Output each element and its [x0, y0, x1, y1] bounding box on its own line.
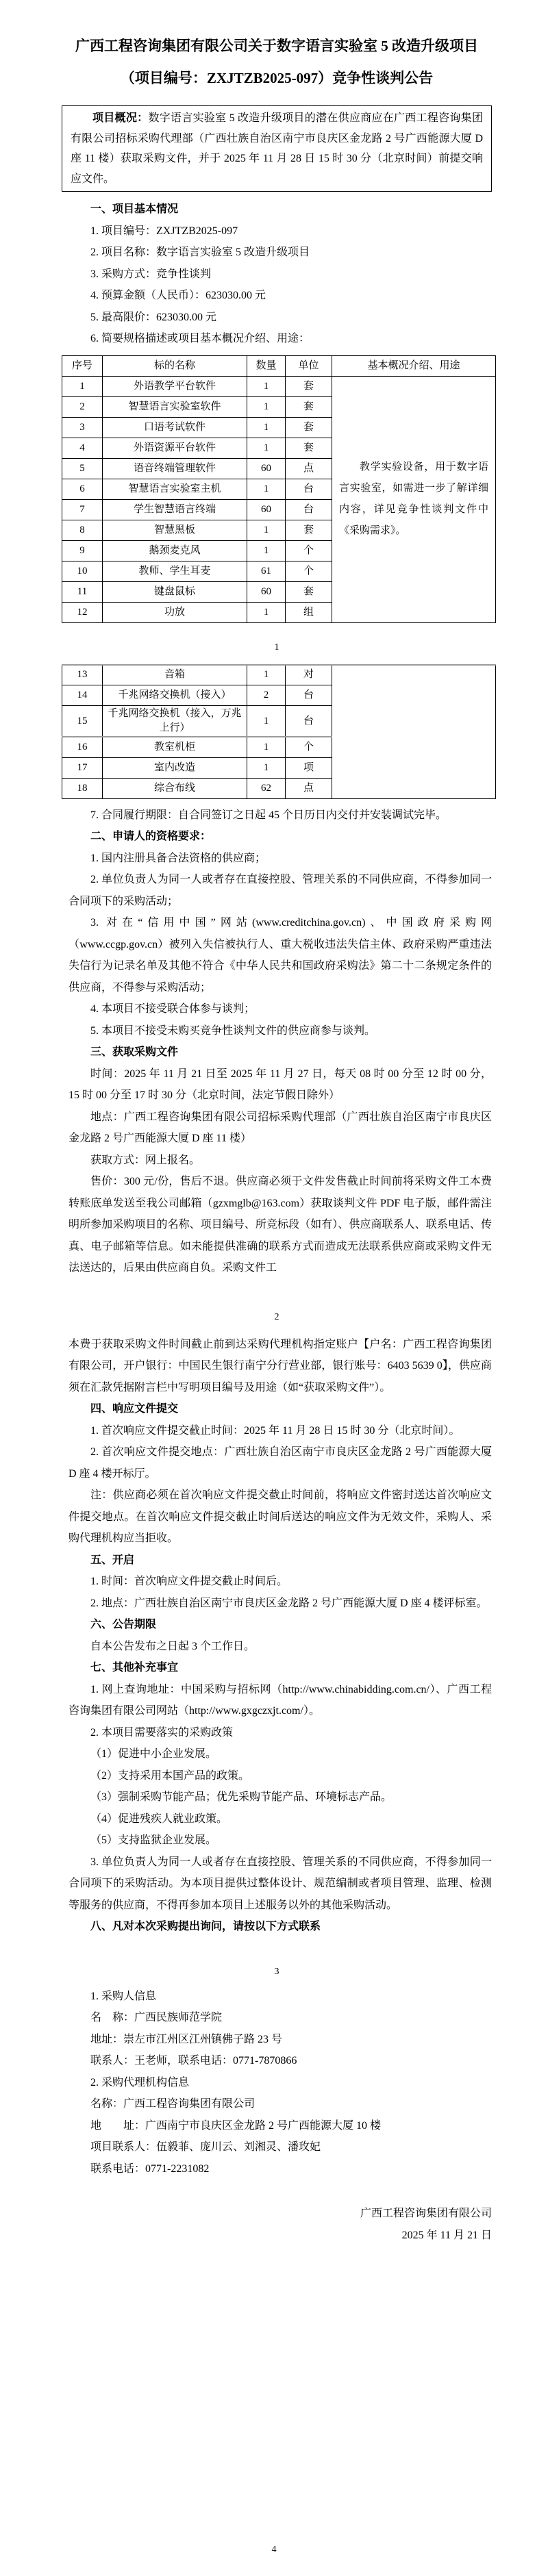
section5-item: 1. 时间：首次响应文件提交截止时间后。 — [90, 1576, 288, 1587]
cell-qty: 60 — [247, 458, 286, 479]
th-unit: 单位 — [286, 355, 332, 376]
section1-item: 3. 采购方式：竞争性谈判 — [90, 268, 212, 280]
cell-name: 室内改造 — [103, 757, 247, 778]
section3-item: 获取方式：网上报名。 — [90, 1154, 201, 1166]
cell-qty: 1 — [247, 376, 286, 396]
overview-label: 项目概况： — [92, 112, 149, 124]
cell-name: 教室机柜 — [103, 737, 247, 757]
table-row — [62, 376, 496, 396]
cell-name: 教师、学生耳麦 — [103, 561, 247, 581]
section1-item: 4. 预算金额（人民币）：623030.00 元 — [90, 290, 266, 301]
cell-unit: 套 — [286, 438, 332, 458]
cell-no: 13 — [62, 665, 103, 685]
cell-name: 鹅颈麦克风 — [103, 540, 247, 561]
page-number-2: 2 — [274, 1311, 279, 1322]
th-no: 序号 — [62, 355, 103, 376]
section7-item: （5）支持监狱企业发展。 — [90, 1834, 217, 1846]
cell-no: 17 — [62, 757, 103, 778]
section2-item: 4. 本项目不接受联合体参与谈判； — [90, 1003, 256, 1015]
th-desc: 基本概况介绍、用途 — [332, 355, 496, 376]
section8-item: 地 址：广西南宁市良庆区金龙路 2 号广西能源大厦 10 楼 — [90, 2119, 382, 2132]
section8-item: 联系电话：0771-2231082 — [90, 2162, 210, 2175]
cell-name: 学生智慧语言终端 — [103, 499, 247, 520]
cell-name: 智慧黑板 — [103, 520, 247, 540]
cell-qty: 1 — [247, 737, 286, 757]
page-number-1: 1 — [274, 642, 279, 653]
section7-item: （4）促进残疾人就业政策。 — [90, 1813, 228, 1825]
section8-item: 名 称：广西民族师范学院 — [90, 2012, 223, 2023]
section8-item: 1. 采购人信息 — [90, 1990, 157, 2002]
items-table-part2 — [62, 664, 496, 799]
section2-item: 5. 本项目不接受未购买竞争性谈判文件的供应商参与谈判。 — [90, 1024, 376, 1037]
cell-qty: 1 — [247, 706, 286, 737]
cell-unit: 对 — [286, 665, 332, 685]
cell-no: 1 — [62, 376, 103, 396]
section8-item: 联系人：王老师，联系电话：0771-7870866 — [90, 2055, 297, 2067]
cell-unit: 台 — [286, 499, 332, 520]
cell-no: 11 — [62, 581, 103, 602]
section6-heading: 六、公告期限 — [90, 1619, 157, 1630]
cell-name: 综合布线 — [103, 778, 247, 798]
section2-item: 2. 单位负责人为同一人或者存在直接控股、管理关系的不同供应商，不得参加同一合同项下的采购活动； — [68, 874, 492, 907]
signature-block — [62, 2203, 492, 2246]
cell-unit: 套 — [286, 520, 332, 540]
cell-name: 口语考试软件 — [103, 417, 247, 438]
th-qty: 数量 — [247, 355, 286, 376]
section7-item: 3. 单位负责人为同一人或者存在直接控股、管理关系的不同供应商，不得参加同一合同项下的采购活动。为本项目提供过整体设计、规范编制或者项目管理、监理、检测等服务的供应商，不得再参加本项目上述服务以外的其他采购活动。 — [68, 1856, 492, 1911]
cell-qty: 1 — [247, 665, 286, 685]
signature-date: 2025 年 11 月 21 日 — [401, 2229, 492, 2241]
cell-name: 千兆网络交换机（接入） — [103, 685, 247, 706]
cell-qty: 1 — [247, 757, 286, 778]
table-note-empty-cell — [332, 665, 496, 799]
cell-unit: 台 — [286, 706, 332, 737]
cell-name: 音箱 — [103, 665, 247, 685]
cell-name: 千兆网络交换机（接入，万兆上行） — [103, 706, 247, 737]
cell-name: 外语资源平台软件 — [103, 438, 247, 458]
doc-title-line2: （项目编号：ZXJTZB2025-097）竞争性谈判公告 — [120, 70, 434, 86]
section7-item: （3）强制采购节能产品；优先采购节能产品、环境标志产品。 — [90, 1791, 393, 1803]
cell-qty: 1 — [247, 479, 286, 499]
cell-name: 功放 — [103, 602, 247, 622]
signature-company: 广西工程咨询集团有限公司 — [360, 2208, 492, 2219]
cell-name: 智慧语言实验室主机 — [103, 479, 247, 499]
table-header-row — [62, 355, 496, 376]
cell-name: 键盘鼠标 — [103, 581, 247, 602]
table-note-cell — [332, 376, 496, 622]
cell-unit: 点 — [286, 778, 332, 798]
cell-no: 12 — [62, 602, 103, 622]
page-number-3: 3 — [274, 1966, 279, 1977]
cell-no: 3 — [62, 417, 103, 438]
table-row — [62, 665, 496, 685]
cell-qty: 2 — [247, 685, 286, 706]
cell-no: 6 — [62, 479, 103, 499]
section8-item: 2. 采购代理机构信息 — [90, 2076, 190, 2088]
section3-continuation: 本费于获取采购文件时间截止前到达采购代理机构指定账户【户名：广西工程咨询集团有限公司，开户银行：中国民生银行南宁分行营业部，银行账号：6403 5639 0】，供应商须在汇款凭据附言栏中写明项目编号及用途（如“获取采购文件”）。 — [68, 1338, 492, 1393]
cell-no: 2 — [62, 396, 103, 417]
cell-unit: 个 — [286, 540, 332, 561]
cell-qty: 1 — [247, 396, 286, 417]
cell-qty: 62 — [247, 778, 286, 798]
items-table-part1 — [62, 355, 496, 623]
section5-heading: 五、开启 — [90, 1554, 135, 1566]
overview-paragraph — [71, 108, 483, 189]
section3-item: 售价：300 元/份，售后不退。供应商必须于文件发售截止时间前将采购文件工本费转账底单发送至我公司邮箱（gzxmglb@163.com）获取谈判文件 PDF 电子版，邮件需注明所参加采购项目的名称、项目编号、所竞标段（如有）、供应商联系人、联系电话、传真、电子邮箱等信息。如未能提供准确的联系方式而造成无法联系供应商或采购文件无法送达的，后果由供应商自负。采购文件工 — [68, 1176, 492, 1274]
doc-title — [62, 30, 492, 94]
section3-heading: 三、获取采购文件 — [90, 1046, 179, 1058]
section4-item: 注：供应商必须在首次响应文件提交截止时间前，将响应文件密封送达首次响应文件提交地点。在首次响应文件提交截止时间后送达的响应文件为无效文件，采购人、采购代理机构应当拒收。 — [68, 1489, 492, 1544]
cell-no: 15 — [62, 706, 103, 737]
cell-name: 外语教学平台软件 — [103, 376, 247, 396]
section2-item: 3. 对在“信用中国”网站(www.creditchina.gov.cn)、中国政府采购网（www.ccgp.gov.cn）被列入失信被执行人、重大税收违法失信主体、政府采购严重违法失信行为记录名单及其他不符合《中华人民共和国政府采购法》第二十二条规定条件的供应商，不得参与采购活动； — [68, 917, 492, 994]
section1-heading: 一、项目基本情况 — [90, 203, 179, 215]
cell-unit: 台 — [286, 685, 332, 706]
section1-item: 6. 简要规格描述或项目基本概况介绍、用途： — [90, 333, 310, 344]
cell-no: 18 — [62, 778, 103, 798]
cell-name: 智慧语言实验室软件 — [103, 396, 247, 417]
cell-qty: 60 — [247, 581, 286, 602]
section7-item: 1. 网上查询地址：中国采购与招标网（http://www.chinabidding.com.cn/）、广西工程咨询集团有限公司网站（http://www.gxgczxjt.com/）。 — [68, 1683, 492, 1717]
cell-no: 4 — [62, 438, 103, 458]
cell-qty: 61 — [247, 561, 286, 581]
cell-qty: 1 — [247, 540, 286, 561]
section4-item: 1. 首次响应文件提交截止时间：2025 年 11 月 28 日 15 时 30 分（北京时间）。 — [90, 1424, 460, 1437]
cell-unit: 个 — [286, 737, 332, 757]
cell-unit: 套 — [286, 396, 332, 417]
cell-no: 16 — [62, 737, 103, 757]
section7-item: （2）支持采用本国产品的政策。 — [90, 1769, 250, 1782]
section1-item: 5. 最高限价：623030.00 元 — [90, 311, 217, 323]
cell-unit: 组 — [286, 602, 332, 622]
th-name: 标的名称 — [103, 355, 247, 376]
cell-no: 14 — [62, 685, 103, 706]
section4-item: 2. 首次响应文件提交地点：广西壮族自治区南宁市良庆区金龙路 2 号广西能源大厦 D 座 4 楼开标厅。 — [68, 1446, 492, 1480]
cell-unit: 套 — [286, 417, 332, 438]
section8-item: 名称：广西工程咨询集团有限公司 — [90, 2098, 256, 2110]
section1-item: 1. 项目编号：ZXJTZB2025-097 — [90, 225, 238, 237]
overview-text: 数字语言实验室 5 改造升级项目的潜在供应商应在广西工程咨询集团有限公司招标采购代理部（广西壮族自治区南宁市良庆区金龙路 2 号广西能源大厦 D 座 11 楼）获取采购文件，并于 2025 年 11 月 28 日 15 时 30 分（北京时间）前提交响应文件。 — [71, 112, 483, 185]
section7-item: （1）促进中小企业发展。 — [90, 1748, 217, 1760]
page-number-4: 4 — [271, 2545, 277, 2555]
cell-unit: 点 — [286, 458, 332, 479]
section5-item: 2. 地点：广西壮族自治区南宁市良庆区金龙路 2 号广西能源大厦 D 座 4 楼评标室。 — [90, 1597, 488, 1609]
section8-item: 地址：崇左市江州区江州镇佛子路 23 号 — [90, 2033, 283, 2045]
section1-item: 2. 项目名称：数字语言实验室 5 改造升级项目 — [90, 247, 310, 258]
section3-item: 地点：广西工程咨询集团有限公司招标采购代理部（广西壮族自治区南宁市良庆区金龙路 2 号广西能源大厦 D 座 11 楼） — [68, 1111, 492, 1144]
cell-unit: 个 — [286, 561, 332, 581]
cell-no: 8 — [62, 520, 103, 540]
cell-unit: 台 — [286, 479, 332, 499]
section3-item: 时间：2025 年 11 月 21 日至 2025 年 11 月 27 日，每天 08 时 00 分至 12 时 00 分，15 时 00 分至 17 时 30 分（北京时间，法定节假日除外） — [68, 1068, 492, 1101]
cell-no: 7 — [62, 499, 103, 520]
doc-title-line1: 广西工程咨询集团有限公司关于数字语言实验室 5 改造升级项目 — [75, 38, 478, 54]
section7-heading: 七、其他补充事宜 — [90, 1662, 179, 1674]
cell-no: 9 — [62, 540, 103, 561]
cell-qty: 1 — [247, 438, 286, 458]
cell-qty: 60 — [247, 499, 286, 520]
section6-item: 自本公告发布之日起 3 个工作日。 — [90, 1640, 256, 1652]
cell-qty: 1 — [247, 520, 286, 540]
section7-item: 2. 本项目需要落实的采购政策 — [90, 1726, 234, 1739]
cell-unit: 项 — [286, 757, 332, 778]
cell-unit: 套 — [286, 376, 332, 396]
cell-no: 10 — [62, 561, 103, 581]
cell-no: 5 — [62, 458, 103, 479]
section1-tail: 7. 合同履行期限：自合同签订之日起 45 个日历日内交付并安装调试完毕。 — [90, 809, 447, 821]
cell-qty: 1 — [247, 417, 286, 438]
section2-heading: 二、申请人的资格要求： — [90, 831, 212, 842]
cell-unit: 套 — [286, 581, 332, 602]
section8-item: 项目联系人：伍毅菲、庞川云、刘湘灵、潘玫妃 — [90, 2141, 321, 2153]
overview-box — [62, 105, 492, 192]
cell-qty: 1 — [247, 602, 286, 622]
section4-heading: 四、响应文件提交 — [90, 1403, 179, 1415]
table-note: 教学实验设备，用于数字语言实验室，如需进一步了解详细内容，详见竞争性谈判文件中《采购需求》。 — [339, 462, 488, 536]
section8-heading: 八、凡对本次采购提出询问，请按以下方式联系 — [90, 1921, 321, 1932]
cell-name: 语音终端管理软件 — [103, 458, 247, 479]
section2-item: 1. 国内注册具备合法资格的供应商； — [90, 852, 266, 864]
